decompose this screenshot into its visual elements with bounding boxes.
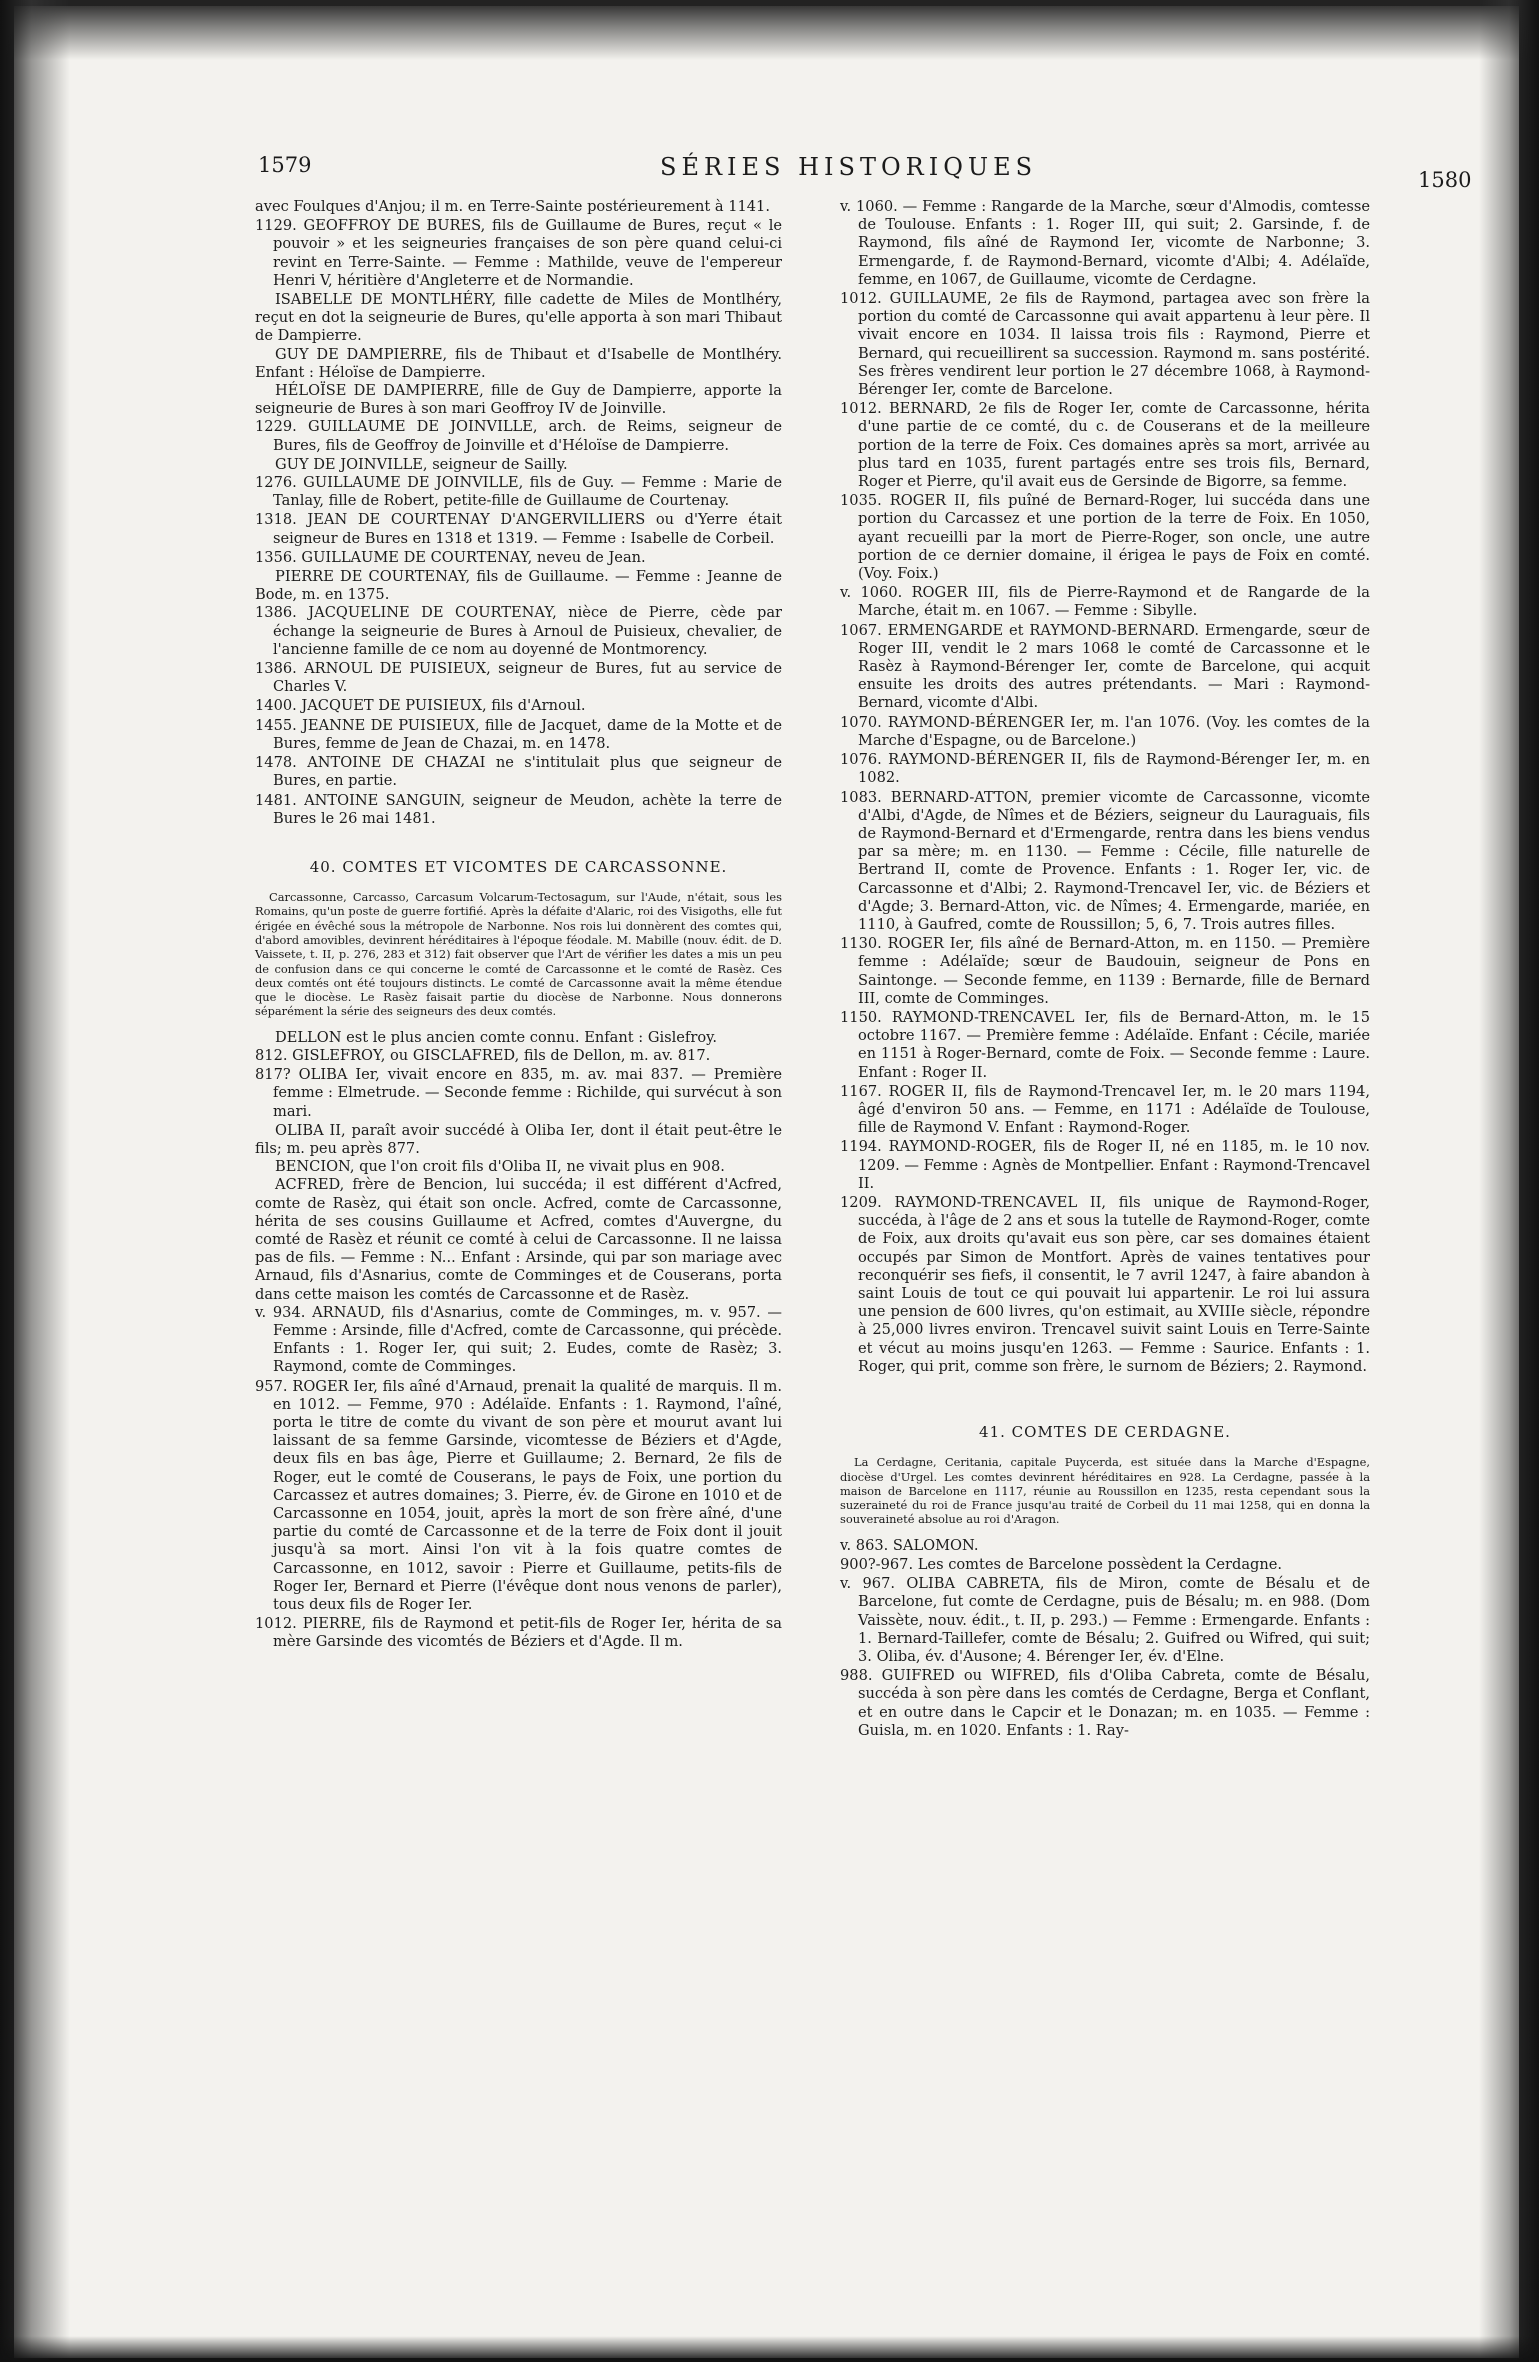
entry: 957. ROGER Ier, fils aîné d'Arnaud, prenait la qualité de marquis. Il m. en 1012. — Femme, 970 : Adélaïde. Enfants : 1. Raymond, l'aîné, porta le titre de comte du vivant de son père et mourut avant lui laissant de sa femme Garsinde, vicomtesse de Béziers et d'Agde, deux fils en bas âge, Pierre et Guillaume; 2. Bernard, 2e fils de Roger, eut le comté de Couserans, le pays de Foix, une portion du Carcassez et autres domaines; 3. Pierre, év. de Girone en 1010 et de Carcassonne en 1054, jouit, après la mort de son frère aîné, d'une partie du comté de Carcassonne et de la terre de Foix dont il jouit jusqu'à sa mort. Ainsi l'on vit à la fois quatre comtes de Carcassonne, en 1012, savoir : Pierre et Guillaume, petits-fils de Roger Ier, Bernard et Pierre (l'évêque dont nous venons de parler), tous deux fils de Roger Ier. <box>255 1377 782 1614</box>
entry: v. 1060. ROGER III, fils de Pierre-Raymond et de Rangarde de la Marche, était m. en 1067. — Femme : Sibylle. <box>840 584 1370 620</box>
entry: 1035. ROGER II, fils puîné de Bernard-Roger, lui succéda dans une portion du Carcassez et une portion de la terre de Foix. En 1050, ayant recueilli par la mort de Pierre-Roger, son oncle, une autre portion de ce dernier domaine, il érigea le pays de Foix en comté. (Voy. Foix.) <box>840 492 1370 583</box>
scan-edge-right <box>1479 0 1539 2362</box>
section-title-cerdagne: 41. COMTES DE CERDAGNE. <box>979 1423 1231 1441</box>
section-title-carcassonne: 40. COMTES ET VICOMTES DE CARCASSONNE. <box>309 857 728 876</box>
entry: GUY DE DAMPIERRE, fils de Thibaut et d'Isabelle de Montlhéry. Enfant : Héloïse de Dampierre. <box>255 345 782 381</box>
entry: HÉLOÏSE DE DAMPIERRE, fille de Guy de Dampierre, apporte la seigneurie de Bures à son mari Geoffroy IV de Joinville. <box>255 382 782 418</box>
entry: GUY DE JOINVILLE, seigneur de Sailly. <box>275 455 568 473</box>
entry: 812. GISLEFROY, ou GISCLAFRED, fils de Dellon, m. av. 817. <box>255 1046 711 1064</box>
entry: ACFRED, frère de Bencion, lui succéda; il est différent d'Acfred, comte de Rasèz, qui était son oncle. Acfred, comte de Carcassonne, hérita de ses cousins Guillaume et Acfred, comtes d'Auvergne, du comté de Rasèz et réunit ce comté à celui de Carcassonne. Il ne laissa pas de fils. — Femme : N... Enfant : Arsinde, qui par son mariage avec Arnaud, fils d'Asnarius, comte de Comminges et de Couserans, porta dans cette maison les comtés de Carcassonne et de Rasèz. <box>255 1176 782 1303</box>
section-note: La Cerdagne, Ceritania, capitale Puycerda, est située dans la Marche d'Espagne, diocèse d'Urgel. Les comtes devinrent héréditaires en 928. La Cerdagne, passée à la maison de Barcelone en 1117, réunie au Roussillon en 1235, resta cependant sous la suzeraineté du roi de France jusqu'au traité de Corbeil du 11 mai 1258, qui en donna la souveraineté absolue au roi d'Aragon. <box>840 1455 1370 1527</box>
entry: v. 934. ARNAUD, fils d'Asnarius, comte de Comminges, m. v. 957. — Femme : Arsinde, fille d'Acfred, comte de Carcassonne, qui précède. Enfants : 1. Roger Ier, qui suit; 2. Eudes, comte de Rasèz; 3. Raymond, comte de Comminges. <box>255 1303 782 1376</box>
entry: 1481. ANTOINE SANGUIN, seigneur de Meudon, achète la terre de Bures le 26 mai 1481. <box>255 791 782 827</box>
entry: 1194. RAYMOND-ROGER, fils de Roger II, né en 1185, m. le 10 nov. 1209. — Femme : Agnès de Montpellier. Enfant : Raymond-Trencavel II. <box>840 1138 1370 1192</box>
entry: 1150. RAYMOND-TRENCAVEL Ier, fils de Bernard-Atton, m. le 15 octobre 1167. — Première femme : Adélaïde. Enfant : Cécile, mariée en 1151 à Roger-Bernard, comte de Foix. — Seconde femme : Laure. Enfant : Roger II. <box>840 1008 1370 1081</box>
entry: BENCION, que l'on croit fils d'Oliba II, ne vivait plus en 908. <box>275 1158 725 1176</box>
entry: 988. GUIFRED ou WIFRED, fils d'Oliba Cabreta, comte de Bésalu, succéda à son père dans les comtés de Cerdagne, Berga et Conflant, et en outre dans le Capcir et le Donazan; m. en 1035. — Femme : Guisla, m. en 1020. Enfants : 1. Ray- <box>840 1667 1370 1739</box>
entry: 1012. GUILLAUME, 2e fils de Raymond, partagea avec son frère la portion du comté de Carcassonne qui avait appartenu à leur père. Il vivait encore en 1034. Il laissa trois fils : Raymond, Pierre et Bernard, qui recueillirent sa succession. Raymond m. sans postérité. Ses frères vendirent leur portion le 27 décembre 1068, à Raymond-Bérenger Ier, comte de Barcelone. <box>840 290 1370 399</box>
running-title: SÉRIES HISTORIQUES <box>660 153 1038 181</box>
entry: 1067. ERMENGARDE et RAYMOND-BERNARD. Ermengarde, sœur de Roger III, vendit le 2 mars 1068 le comté de Carcassonne et le Rasèz à Raymond-Bérenger Ier, comte de Barcelone, qui acquit ensuite les droits des autres prétendants. — Mari : Raymond-Bernard, vicomte d'Albi. <box>840 621 1370 712</box>
entry: 1083. BERNARD-ATTON, premier vicomte de Carcassonne, vicomte d'Albi, d'Agde, de Nîmes et de Béziers, seigneur du Lauraguais, fils de Raymond-Bernard et d'Ermengarde, rentra dans les biens vendus par sa mère; m. en 1130. — Femme : Cécile, fille naturelle de Bertrand II, comte de Provence. Enfants : 1. Roger Ier, vic. de Carcassonne et d'Albi; 2. Raymond-Trencavel Ier, vic. de Béziers et d'Agde; 3. Bernard-Atton, vic. de Nîmes; 4. Ermengarde, mariée, en 1110, à Gaufred, comte de Roussillon; 5, 6, 7. Trois autres filles. <box>840 788 1370 933</box>
section-note: Carcassonne, Carcasso, Carcasum Volcarum-Tectosagum, sur l'Aude, n'était, sous les Romains, qu'un poste de guerre fortifié. Après la défaite d'Alaric, roi des Visigoths, elle fut érigée en évêché sous la métropole de Narbonne. Nos rois lui donnèrent des comtes qui, d'abord amovibles, devinrent héréditaires à l'époque féodale. M. Mabille (nouv. édit. de D. Vaissete, t. II, p. 276, 283 et 312) fait observer que l'Art de vérifier les dates a mis un peu de confusion dans ce qui concerne le comté de Carcassonne et le comté de Rasèz. Ces deux comtés ont été toujours distincts. Le comté de Carcassonne avait la même étendue que le diocèse. Le Rasèz faisait partie du diocèse de Narbonne. Nous donnerons séparément la série des seigneurs des deux comtés. <box>255 890 782 1019</box>
entry: 1070. RAYMOND-BÉRENGER Ier, m. l'an 1076. (Voy. les comtes de la Marche d'Espagne, ou de Barcelone.) <box>840 713 1370 749</box>
entry: 817? OLIBA Ier, vivait encore en 835, m. av. mai 837. — Première femme : Elmetrude. — Seconde femme : Richilde, qui survécut à son mari. <box>255 1066 782 1120</box>
entry: 1167. ROGER II, fils de Raymond-Trencavel Ier, m. le 20 mars 1194, âgé d'environ 50 ans. — Femme, en 1171 : Adélaïde de Toulouse, fille de Raymond V. Enfant : Raymond-Roger. <box>840 1082 1370 1137</box>
entry: OLIBA II, paraît avoir succédé à Oliba Ier, dont il était peut-être le fils; m. peu après 877. <box>255 1121 782 1157</box>
right-column <box>840 198 1370 1741</box>
entry: 1400. JACQUET DE PUISIEUX, fils d'Arnoul. <box>255 697 586 715</box>
entry: DELLON est le plus ancien comte connu. Enfant : Gislefroy. <box>275 1028 718 1046</box>
page-number-right: 1580 <box>1418 168 1472 192</box>
entry: avec Foulques d'Anjou; il m. en Terre-Sainte postérieurement à 1141. <box>255 198 770 215</box>
entry: PIERRE DE COURTENAY, fils de Guillaume. — Femme : Jeanne de Bode, m. en 1375. <box>255 568 782 604</box>
spacer <box>840 1377 1370 1393</box>
entry: 1012. BERNARD, 2e fils de Roger Ier, comte de Carcassonne, hérita d'une partie de ce comté, du c. de Couserans et de la meilleure portion de la terre de Foix. Ces domaines après sa mort, arrivée au plus tard en 1035, furent partagés entre ses trois fils, Bernard, Roger et Pierre, qu'il avait eus de Gersinde de Bigorre, sa femme. <box>840 400 1370 491</box>
entry: 1209. RAYMOND-TRENCAVEL II, fils unique de Raymond-Roger, succéda, à l'âge de 2 ans et sous la tutelle de Raymond-Roger, comte de Foix, aux droits qu'avait eus son père, car ses domaines étaient occupés par Simon de Montfort. Après de vaines tentatives pour reconquérir ses fiefs, il consentit, le 7 avril 1247, à faire abandon à saint Louis de tout ce qui pouvait lui appartenir. Le roi lui assura une pension de 600 livres, qu'on estimait, au XVIIIe siècle, répondre à 25,000 livres environ. Trencavel suivit saint Louis en Terre-Sainte et vécut au moins jusqu'en 1263. — Femme : Saurice. Enfants : 1. Roger, qui prit, comme son frère, le surnom de Béziers; 2. Raymond. <box>840 1193 1370 1375</box>
entry: 1356. GUILLAUME DE COURTENAY, neveu de Jean. <box>255 548 646 566</box>
entry: 1012. PIERRE, fils de Raymond et petit-fils de Roger Ier, hérita de sa mère Garsinde des vicomtés de Béziers et d'Agde. Il m. <box>255 1615 782 1651</box>
scan-edge-left <box>0 0 70 2362</box>
entry: ISABELLE DE MONTLHÉRY, fille cadette de Miles de Montlhéry, reçut en dot la seigneurie de Bures, qu'elle apporta à son mari Thibaut de Dampierre. <box>255 291 782 345</box>
entry: 1130. ROGER Ier, fils aîné de Bernard-Atton, m. en 1150. — Première femme : Adélaïde; sœur de Baudouin, seigneur de Pons en Saintonge. — Seconde femme, en 1139 : Bernarde, fille de Bernard III, comte de Comminges. <box>840 935 1370 1007</box>
left-column <box>255 198 782 1653</box>
entry: 1276. GUILLAUME DE JOINVILLE, fils de Guy. — Femme : Marie de Tanlay, fille de Robert, petite-fille de Guillaume de Courtenay. <box>255 474 782 510</box>
page-number-left: 1579 <box>258 153 312 177</box>
entry: 1455. JEANNE DE PUISIEUX, fille de Jacquet, dame de la Motte et de Bures, femme de Jean de Chazai, m. en 1478. <box>255 716 782 752</box>
scan-edge-top <box>0 0 1539 60</box>
entry: 1318. JEAN DE COURTENAY D'ANGERVILLIERS ou d'Yerre était seigneur de Bures en 1318 et 1319. — Femme : Isabelle de Corbeil. <box>255 511 782 547</box>
entry: 900?-967. Les comtes de Barcelone possèdent la Cerdagne. <box>840 1555 1283 1573</box>
entry: 1076. RAYMOND-BÉRENGER II, fils de Raymond-Bérenger Ier, m. en 1082. <box>840 751 1370 787</box>
entry: 1229. GUILLAUME DE JOINVILLE, arch. de Reims, seigneur de Bures, fils de Geoffroy de Joinville et d'Héloïse de Dampierre. <box>255 418 782 454</box>
entry: 1478. ANTOINE DE CHAZAI ne s'intitulait plus que seigneur de Bures, en partie. <box>255 754 782 790</box>
entry: 1386. ARNOUL DE PUISIEUX, seigneur de Bures, fut au service de Charles V. <box>255 660 782 696</box>
entry: 1129. GEOFFROY DE BURES, fils de Guillaume de Bures, reçut « le pouvoir » et les seigneuries françaises de son père quand celui-ci revint en Terre-Sainte. — Femme : Mathilde, veuve de l'empereur Henri V, héritière d'Angleterre et de Normandie. <box>255 217 782 289</box>
entry: v. 967. OLIBA CABRETA, fils de Miron, comte de Bésalu et de Barcelone, fut comte de Cerdagne, puis de Bésalu; m. en 988. (Dom Vaissète, nouv. édit., t. II, p. 293.) — Femme : Ermengarde. Enfants : 1. Bernard-Taillefer, comte de Bésalu; 2. Guifred ou Wifred, qui suit; 3. Oliba, év. d'Ausone; 4. Bérenger Ier, év. d'Elne. <box>840 1575 1370 1665</box>
entry: 1386. JACQUELINE DE COURTENAY, nièce de Pierre, cède par échange la seigneurie de Bures à Arnoul de Puisieux, chevalier, de l'ancienne famille de ce nom au doyenné de Montmorency. <box>255 604 782 658</box>
scan-edge-bottom <box>0 2336 1539 2362</box>
entry: v. 863. SALOMON. <box>840 1536 979 1554</box>
entry: v. 1060. — Femme : Rangarde de la Marche, sœur d'Almodis, comtesse de Toulouse. Enfants : 1. Roger III, qui suit; 2. Garsinde, f. de Raymond, fils aîné de Raymond Ier, vicomte de Narbonne; 3. Ermengarde, f. de Raymond-Bernard, vicomte d'Albi; 4. Adélaïde, femme, en 1067, de Guillaume, vicomte de Cerdagne. <box>840 198 1370 288</box>
